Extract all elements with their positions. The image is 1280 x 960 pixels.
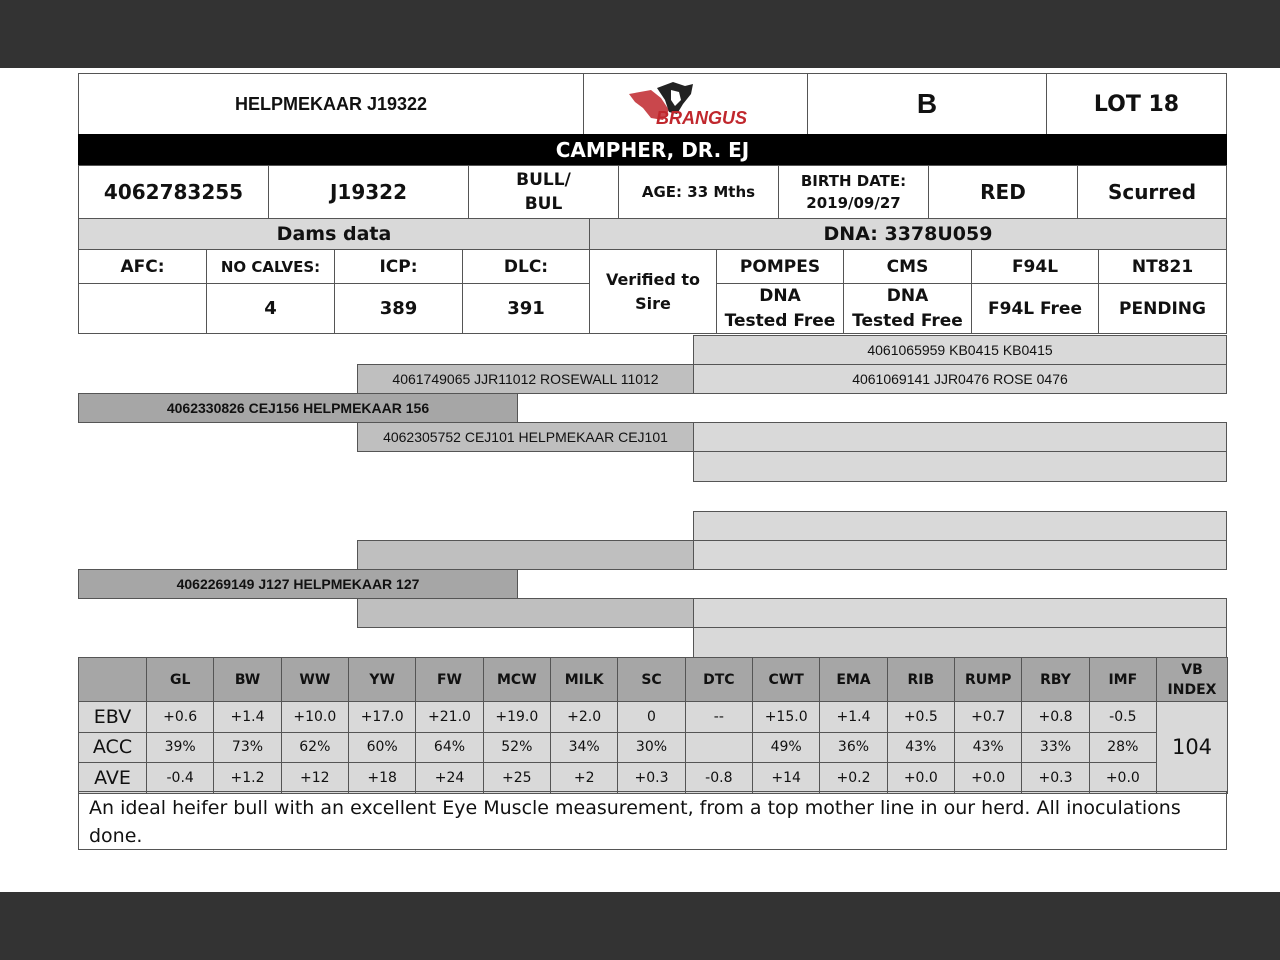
ebv-value-cell (146, 762, 214, 794)
ebv-value-cell (887, 701, 955, 733)
ebv-value-cell-text: -0.8 (705, 769, 733, 786)
ebv-value-cell-text: +25 (502, 769, 532, 786)
ebv-value-cell (819, 732, 887, 764)
ebv-column-header-text: RIB (907, 671, 935, 688)
ebv-column-header-text: FW (436, 671, 462, 688)
ebv-column-header (281, 657, 349, 702)
dna-test-header-f94l (971, 249, 1099, 284)
ebv-value-cell (685, 701, 753, 733)
ebv-column-header-text: YW (369, 671, 395, 688)
comment-text: An ideal heifer bull with an excellent Eye Muscle measurement, from a top mother line in our herd. All inoculations done. (89, 797, 1181, 847)
ebv-value-cell (1089, 701, 1157, 733)
ebv-column-header-text: RBY (1040, 671, 1071, 688)
dams-header-text: DLC: (503, 256, 549, 277)
ebv-value-cell (819, 701, 887, 733)
ebv-column-header-text: WW (299, 671, 331, 688)
ebv-value-cell (213, 732, 281, 764)
ebv-value-cell (415, 701, 483, 733)
sex-cell (468, 165, 619, 219)
ebv-column-header (415, 657, 483, 702)
ebv-value-cell-text: 60% (366, 739, 398, 756)
pedigree-dam (78, 569, 518, 599)
ebv-value-cell-text: +0.6 (163, 708, 198, 725)
ebv-value-cell-text: 62% (299, 739, 331, 756)
ebv-value-cell-text: +0.7 (971, 708, 1006, 725)
ebv-value-cell (550, 701, 618, 733)
ebv-value-cell-text: +1.4 (836, 708, 871, 725)
ebv-value-cell (483, 701, 551, 733)
ebv-column-header (752, 657, 820, 702)
vb-index-label: INDEX (1167, 681, 1217, 698)
ebv-value-cell (752, 732, 820, 764)
dna-test-result-line1: PENDING (1119, 298, 1206, 319)
ebv-row-label (78, 701, 147, 733)
ebv-value-cell (348, 732, 416, 764)
ebv-value-cell-text: 33% (1039, 739, 1072, 756)
pedigree-dam-sire-sire (693, 511, 1227, 541)
ebv-value-cell-text: 52% (501, 739, 533, 756)
ebv-table (78, 657, 1227, 792)
dna-test-header-pompes (716, 249, 844, 284)
owner-bar (78, 134, 1227, 166)
ebv-value-cell (348, 762, 416, 794)
pedigree-text: 4061069141 JJR0476 ROSE 0476 (852, 371, 1068, 387)
ebv-column-header (348, 657, 416, 702)
dams-value-afc (78, 283, 207, 334)
vb-index-value-text: 104 (1171, 735, 1213, 760)
birth-date-label: BIRTH DATE: (800, 172, 907, 190)
ebv-value-cell (685, 762, 753, 794)
age: AGE: 33 Mths (641, 183, 756, 201)
ebv-value-cell-text: 0 (647, 708, 656, 725)
ebv-value-cell-text: +17.0 (360, 708, 404, 725)
ebv-value-cell (819, 762, 887, 794)
ebv-row-label-text: AVE (94, 766, 131, 789)
ebv-value-cell (1021, 762, 1089, 794)
pedigree-sire-dam-dam (693, 451, 1227, 482)
dna-title (589, 218, 1227, 250)
ebv-value-cell (550, 762, 618, 794)
horn-status: Scurred (1107, 180, 1197, 204)
ebv-value-cell (752, 762, 820, 794)
vb-index-label: VB (1181, 661, 1203, 678)
sex-line1: BULL/ (516, 170, 571, 190)
ebv-value-cell-text: 43% (905, 739, 937, 756)
ebv-value-cell-text: +0.0 (1105, 769, 1140, 786)
dna-test-result-pompes (716, 283, 844, 334)
ebv-column-header (1021, 657, 1089, 702)
ebv-value-cell-text: +19.0 (495, 708, 539, 725)
ebv-column-header-text: SC (641, 671, 662, 688)
dams-header-text: AFC: (120, 256, 165, 277)
color: RED (980, 180, 1026, 204)
brand-logo (583, 73, 808, 135)
ebv-value-cell-text: +21.0 (428, 708, 471, 725)
ebv-column-header (887, 657, 955, 702)
pedigree-sire-sire-sire (693, 335, 1227, 365)
pedigree-dam-sire (357, 540, 694, 570)
ebv-value-cell-text: -- (713, 708, 724, 725)
ebv-row-label (78, 762, 147, 794)
ebv-value-cell (1021, 732, 1089, 764)
ebv-row-label (78, 732, 147, 764)
dams-header-dlc (462, 249, 590, 284)
ebv-value-cell-text: -0.5 (1109, 708, 1137, 725)
ebv-value-cell-text: +0.3 (634, 769, 669, 786)
dna-test-result-line1: F94L Free (988, 298, 1082, 319)
dna-test-name: POMPES (739, 256, 821, 277)
color-cell (928, 165, 1078, 219)
ebv-corner-cell (78, 657, 147, 702)
ebv-value-cell-text: +12 (300, 769, 330, 786)
ebv-value-cell-text: +0.5 (903, 708, 938, 725)
ebv-column-header (146, 657, 214, 702)
dams-data-title-text: Dams data (276, 223, 392, 245)
pedigree-text: 4061065959 KB0415 KB0415 (867, 342, 1053, 358)
dams-header-text: ICP: (379, 256, 418, 277)
dna-test-name: CMS (886, 256, 929, 277)
ebv-value-cell-text: 34% (568, 739, 600, 756)
dna-title-text: DNA: 3378U059 (823, 223, 993, 245)
ebv-value-cell-text: 49% (770, 739, 802, 756)
pedigree-dam-dam-dam (693, 627, 1227, 658)
ebv-value-cell-text: 36% (837, 739, 870, 756)
ebv-column-header (213, 657, 281, 702)
ebv-value-cell (685, 732, 753, 764)
ebv-column-header (954, 657, 1022, 702)
dna-test-result-cms (843, 283, 972, 334)
animal-name: HELPMEKAAR J19322 (234, 93, 428, 114)
pedigree-dam-dam (357, 598, 694, 628)
ebv-value-cell-text: 30% (635, 739, 668, 756)
ebv-value-cell-text: +10.0 (293, 708, 337, 725)
ebv-value-cell (887, 732, 955, 764)
dna-verified-line1: Verified to (605, 269, 701, 289)
ebv-value-cell (1021, 701, 1089, 733)
ebv-row-label-text: EBV (93, 705, 132, 728)
ebv-value-cell (954, 701, 1022, 733)
dna-test-result-nt821 (1098, 283, 1227, 334)
category: B (916, 88, 938, 119)
ebv-value-cell-text: +0.0 (903, 769, 938, 786)
ebv-value-cell-text: +14 (771, 769, 801, 786)
lot-cell (1046, 73, 1227, 135)
ebv-column-header-text: MILK (564, 671, 604, 688)
ebv-value-cell-text: +2.0 (567, 708, 602, 725)
ebv-column-header-text: BW (234, 671, 261, 688)
ebv-value-cell-text: +15.0 (764, 708, 808, 725)
ebv-column-header-text: MCW (496, 671, 537, 688)
animal-name-cell (78, 73, 584, 135)
pedigree-text: 4061749065 JJR11012 ROSEWALL 11012 (392, 371, 659, 387)
owner-name: CAMPHER, DR. EJ (555, 138, 750, 162)
ebv-value-cell-text: +0.0 (971, 769, 1006, 786)
reg-number: 4062783255 (103, 180, 244, 204)
dna-test-result-line1: DNA (759, 285, 801, 306)
ebv-value-cell-text: +24 (434, 769, 465, 786)
dams-header-no-calves (206, 249, 335, 284)
pedigree-sire-dam (357, 422, 694, 452)
ebv-column-header (550, 657, 618, 702)
ebv-column-header (617, 657, 685, 702)
ebv-value-cell-text: +0.2 (836, 769, 871, 786)
category-cell (807, 73, 1047, 135)
ebv-column-header (685, 657, 753, 702)
pedigree-text: 4062269149 J127 HELPMEKAAR 127 (176, 576, 420, 592)
ebv-value-cell-text: -0.4 (166, 769, 194, 786)
bottom-frame-bar (0, 892, 1280, 960)
ebv-column-header (483, 657, 551, 702)
pedigree-dam-dam-sire (693, 598, 1227, 628)
ebv-value-cell (281, 732, 349, 764)
ebv-column-header-text: DTC (703, 671, 735, 688)
logo-text: BRANGUS (655, 108, 747, 128)
ebv-value-cell (146, 701, 214, 733)
ebv-column-header-text: CWT (768, 671, 804, 688)
ebv-value-cell-text: +1.2 (230, 769, 265, 786)
ebv-value-cell (281, 762, 349, 794)
ebv-value-cell (213, 701, 281, 733)
ebv-value-cell-text: +2 (573, 769, 595, 786)
dams-value-dlc (462, 283, 590, 334)
ebv-value-cell-text: 73% (231, 739, 264, 756)
ebv-column-header (1089, 657, 1157, 702)
dams-value-no-calves (206, 283, 335, 334)
ebv-value-cell (281, 701, 349, 733)
dna-verified-line2: Sire (635, 293, 671, 313)
ebv-value-cell (415, 732, 483, 764)
ebv-value-cell (752, 701, 820, 733)
ebv-value-cell-text: 43% (972, 739, 1004, 756)
dams-value-icp (334, 283, 463, 334)
ebv-value-cell-text: +1.4 (230, 708, 265, 725)
ebv-row-label-text: ACC (92, 736, 133, 759)
pedigree-sire-sire (357, 364, 694, 394)
dams-value-text: 4 (264, 298, 277, 319)
ebv-value-cell (213, 762, 281, 794)
ebv-value-cell (415, 762, 483, 794)
ebv-value-cell (1089, 762, 1157, 794)
comment-box (78, 791, 1227, 850)
dams-data-title (78, 218, 590, 250)
dna-test-result-line2: Tested Free (852, 310, 963, 331)
ebv-value-cell (483, 762, 551, 794)
ebv-column-header-text: EMA (836, 671, 871, 688)
ebv-value-cell (617, 701, 685, 733)
ebv-value-cell-text: +0.3 (1038, 769, 1073, 786)
dams-value-text: 389 (379, 298, 418, 319)
ebv-value-cell (550, 732, 618, 764)
birth-date-cell (778, 165, 929, 219)
dna-test-name: F94L (1011, 256, 1059, 277)
horn-status-cell (1077, 165, 1227, 219)
sex-line2: BUL (524, 194, 563, 214)
ebv-value-cell-text: 28% (1107, 739, 1139, 756)
dams-header-afc (78, 249, 207, 284)
ebv-column-header-text: GL (169, 671, 191, 688)
ebv-value-cell (1089, 732, 1157, 764)
ebv-value-cell (887, 762, 955, 794)
birth-date: 2019/09/27 (806, 194, 901, 212)
ebv-value-cell (146, 732, 214, 764)
dna-test-result-line2: Tested Free (724, 310, 836, 331)
pedigree-dam-sire-dam (693, 540, 1227, 570)
dna-test-result-f94l (971, 283, 1099, 334)
ebv-value-cell-text: 64% (433, 739, 466, 756)
reg-number-cell (78, 165, 269, 219)
pedigree-sire (78, 393, 518, 423)
pedigree-text: 4062305752 CEJ101 HELPMEKAAR CEJ101 (383, 429, 668, 445)
dna-verified-cell (589, 249, 717, 334)
ebv-value-cell (617, 762, 685, 794)
dams-header-text: NO CALVES: (220, 257, 321, 276)
pedigree-sire-sire-dam (693, 364, 1227, 394)
ebv-value-cell (954, 732, 1022, 764)
pedigree-text: 4062330826 CEJ156 HELPMEKAAR 156 (166, 400, 430, 416)
dna-test-result-line1: DNA (886, 285, 929, 306)
ebv-value-cell (483, 732, 551, 764)
ebv-value-cell (954, 762, 1022, 794)
tag-cell (268, 165, 469, 219)
ebv-column-header-text: RUMP (964, 671, 1012, 688)
dna-test-name: NT821 (1131, 256, 1194, 277)
ebv-value-cell-text: +18 (367, 769, 397, 786)
ebv-value-cell (617, 732, 685, 764)
lot-number: LOT 18 (1093, 91, 1180, 117)
age-cell (618, 165, 779, 219)
dna-test-header-nt821 (1098, 249, 1227, 284)
pedigree-sire-dam-sire (693, 422, 1227, 452)
bull-heads-logo-icon (621, 80, 771, 128)
dams-value-text: 391 (507, 298, 545, 319)
vb-index-header (1156, 657, 1228, 702)
tag: J19322 (329, 180, 408, 204)
ebv-value-cell-text: 39% (164, 739, 196, 756)
dna-test-header-cms (843, 249, 972, 284)
vb-index-value (1156, 701, 1228, 794)
dams-header-icp (334, 249, 463, 284)
ebv-column-header (819, 657, 887, 702)
ebv-value-cell (348, 701, 416, 733)
top-frame-bar (0, 0, 1280, 68)
ebv-value-cell-text: +0.8 (1038, 708, 1073, 725)
ebv-column-header-text: IMF (1108, 671, 1138, 688)
